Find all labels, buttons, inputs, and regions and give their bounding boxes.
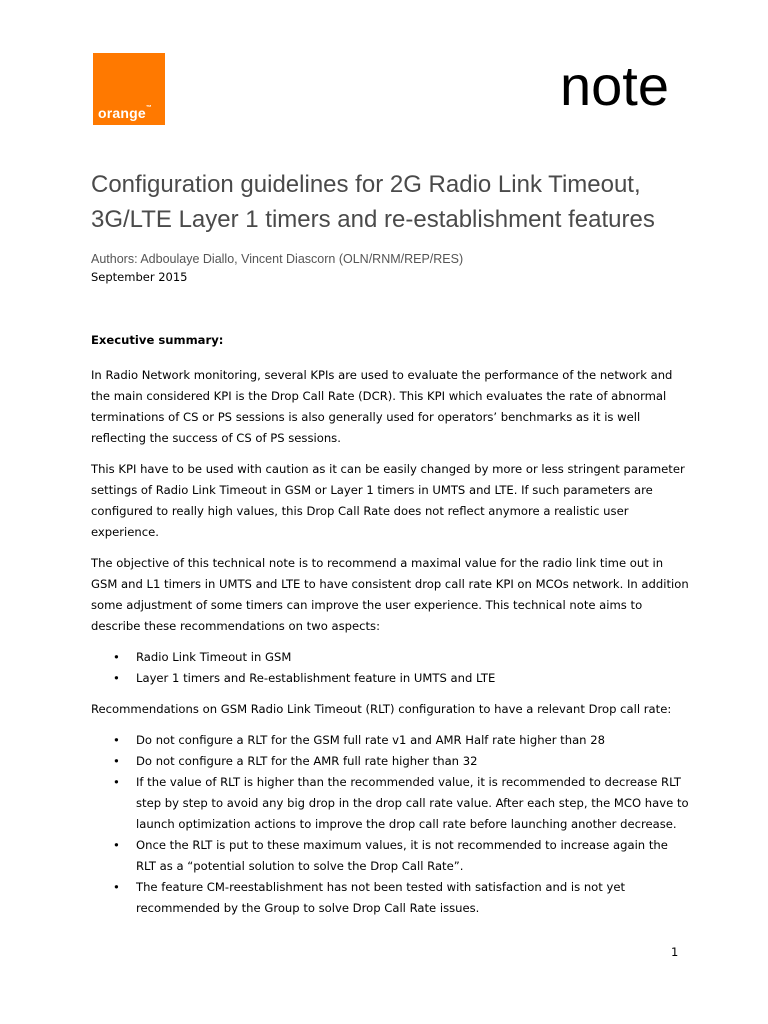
authors-line: Authors: Adboulaye Diallo, Vincent Diascorn (OLN/RNM/REP/RES) bbox=[91, 252, 464, 266]
logo-wordmark: orange™ bbox=[98, 105, 153, 121]
document-type-label: note bbox=[560, 54, 669, 117]
document-body bbox=[91, 330, 691, 929]
paragraph: The objective of this technical note is to recommend a maximal value for the radio link time out in GSM and L1 timers in UMTS and LTE to have consistent drop call rate KPI on MCOs network. In addition some adjustment of some timers can improve the user experience. This technical note aims to describe these recommendations on two aspects: bbox=[91, 556, 689, 633]
aspects-list bbox=[91, 647, 691, 689]
executive-summary-heading: Executive summary: bbox=[91, 333, 224, 347]
publication-date: September 2015 bbox=[91, 270, 188, 284]
list-item: • Radio Link Timeout in GSM bbox=[91, 647, 691, 668]
page-number: 1 bbox=[671, 945, 679, 959]
list-item: • The feature CM-reestablishment has not been tested with satisfaction and is not yet recommended by the Group to solve Drop Call Rate issues. bbox=[91, 877, 691, 919]
list-item: • Do not configure a RLT for the AMR full rate higher than 32 bbox=[91, 751, 691, 772]
orange-logo bbox=[93, 53, 165, 125]
document-title: Configuration guidelines for 2G Radio Link Timeout, 3G/LTE Layer 1 timers and re-establishment features bbox=[91, 171, 655, 233]
list-item: • Once the RLT is put to these maximum values, it is not recommended to increase again the RLT as a “potential solution to solve the Drop Call Rate”. bbox=[91, 835, 691, 877]
rlt-recommendations-heading: Recommendations on GSM Radio Link Timeout (RLT) configuration to have a relevant Drop call rate: bbox=[91, 702, 672, 716]
rlt-recommendations-list bbox=[91, 730, 691, 919]
paragraph: In Radio Network monitoring, several KPIs are used to evaluate the performance of the network and the main considered KPI is the Drop Call Rate (DCR). This KPI which evaluates the rate of abnormal terminations of CS or PS sessions is also generally used for operators’ benchmarks as it is well reflecting the success of CS of PS sessions. bbox=[91, 368, 673, 445]
list-item: • Layer 1 timers and Re-establishment feature in UMTS and LTE bbox=[91, 668, 691, 689]
paragraph: This KPI have to be used with caution as it can be easily changed by more or less stringent parameter settings of Radio Link Timeout in GSM or Layer 1 timers in UMTS and LTE. If such parameters are configured to really high values, this Drop Call Rate does not reflect anymore a realistic user experience. bbox=[91, 462, 685, 539]
list-item: • If the value of RLT is higher than the recommended value, it is recommended to decrease RLT step by step to avoid any big drop in the drop call rate value. After each step, the MCO have to launch optimization actions to improve the drop call rate before launching another decrease. bbox=[91, 772, 691, 835]
list-item: • Do not configure a RLT for the GSM full rate v1 and AMR Half rate higher than 28 bbox=[91, 730, 691, 751]
